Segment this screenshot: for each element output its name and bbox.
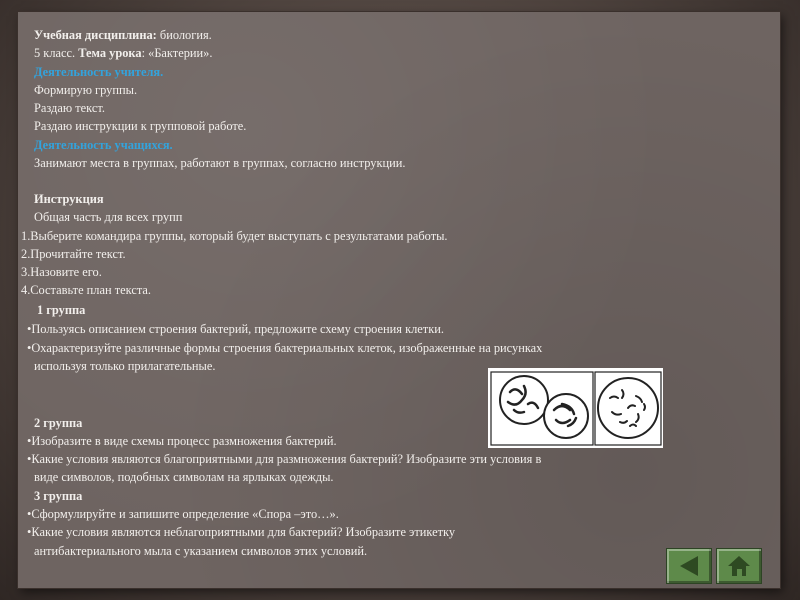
grade-text: 5 класс. (34, 46, 79, 60)
group3-item-2-cont: антибактериального мыла с указанием символов этих условий. (34, 544, 368, 558)
students-line: Занимают места в группах, работают в группах, согласно инструкции. (34, 156, 406, 170)
house-icon (717, 549, 761, 583)
group3-title: 3 группа (34, 489, 83, 503)
group3-item-1: •Сформулируйте и запишите определение «Спора –это…». (27, 507, 339, 521)
instruction-step-2: 2.Прочитайте текст. (21, 247, 126, 261)
teacher-line-1: Формирую группы. (34, 83, 138, 97)
topic-label: Тема урока (78, 46, 142, 60)
group3-item-2: •Какие условия являются неблагоприятными для бактерий? Изобразите этикетку (27, 525, 456, 539)
triangle-left-icon (667, 549, 711, 583)
instruction-step-1: 1.Выберите командира группы, который будет выступать с результатами работы. (21, 229, 448, 243)
topic-value: : «Бактерии». (141, 46, 213, 60)
group2-item-2: •Какие условия являются благоприятными для размножения бактерий? Изобразите эти условия в (27, 452, 542, 466)
home-button[interactable] (716, 548, 762, 584)
instruction-step-3: 3.Назовите его. (21, 265, 102, 279)
group1-item-1: •Пользуясь описанием строения бактерий, предложите схему строения клетки. (27, 322, 444, 336)
group1-title: 1 группа (37, 303, 86, 317)
teacher-heading: Деятельность учителя. (34, 65, 164, 79)
discipline-value: биология. (156, 28, 212, 42)
group1-item-2-cont: используя только прилагательные. (34, 359, 216, 373)
back-button[interactable] (666, 548, 712, 584)
teacher-line-3: Раздаю инструкции к групповой работе. (34, 119, 247, 133)
group2-item-2-cont: виде символов, подобных символам на ярлыках одежды. (34, 470, 334, 484)
instruction-subtitle: Общая часть для всех групп (34, 210, 183, 224)
instruction-title: Инструкция (34, 192, 104, 206)
students-heading: Деятельность учащихся. (34, 138, 173, 152)
bacteria-drawing (488, 368, 663, 448)
discipline-label: Учебная дисциплина: (34, 28, 157, 42)
grade-topic-line (34, 45, 212, 63)
group1-item-2: •Охарактеризуйте различные формы строения бактериальных клеток, изображенные на рисунках (27, 341, 543, 355)
teacher-line-2: Раздаю текст. (34, 101, 105, 115)
group2-item-1: •Изобразите в виде схемы процесс размножения бактерий. (27, 434, 337, 448)
discipline-line (34, 27, 212, 45)
group2-title: 2 группа (34, 416, 83, 430)
bacteria-figure (488, 368, 663, 448)
instruction-step-4: 4.Составьте план текста. (21, 283, 151, 297)
